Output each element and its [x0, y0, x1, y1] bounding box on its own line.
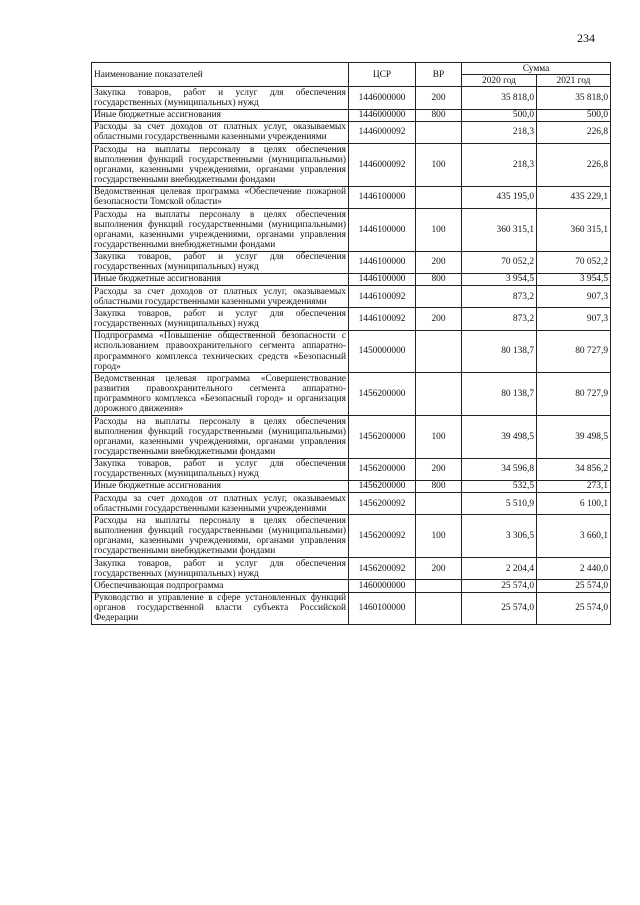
- row-name: Закупка товаров, работ и услуг для обеспечения государственных (муниципальных) нужд: [92, 87, 349, 109]
- row-sum-2020: 34 596,8: [462, 458, 537, 480]
- row-vr: [416, 592, 462, 624]
- row-csr: 1446100000: [349, 273, 416, 285]
- page-number: 234: [577, 31, 595, 45]
- row-sum-2020: 3 954,5: [462, 273, 537, 285]
- row-name: Подпрограмма «Повышение общественной безопасности с использованием правоохранительного сегмента аппаратно-программного комплекса технических средств «Безопасный город»: [92, 330, 349, 373]
- row-csr: 1446000000: [349, 87, 416, 109]
- row-sum-2021: 907,3: [537, 286, 611, 308]
- row-csr: 1460000000: [349, 580, 416, 592]
- row-sum-2020: 360 315,1: [462, 209, 537, 252]
- row-sum-2021: 226,8: [537, 144, 611, 187]
- header-csr: ЦСР: [349, 63, 416, 87]
- table-row: [92, 87, 611, 109]
- row-sum-2021: 25 574,0: [537, 592, 611, 624]
- row-csr: 1446000000: [349, 109, 416, 121]
- row-vr: [416, 493, 462, 515]
- row-sum-2020: 532,5: [462, 480, 537, 492]
- row-sum-2021: 34 856,2: [537, 458, 611, 480]
- table-row: [92, 121, 611, 143]
- row-vr: 800: [416, 480, 462, 492]
- row-name: Иные бюджетные ассигнования: [92, 480, 349, 492]
- table-row: [92, 458, 611, 480]
- row-csr: 1456200092: [349, 493, 416, 515]
- row-name: Расходы за счет доходов от платных услуг, оказываемых областными государственными казенными учреждениями: [92, 493, 349, 515]
- row-sum-2021: 35 818,0: [537, 87, 611, 109]
- table-row: [92, 286, 611, 308]
- row-name: Иные бюджетные ассигнования: [92, 109, 349, 121]
- row-sum-2020: 2 204,4: [462, 558, 537, 580]
- header-vr: ВР: [416, 63, 462, 87]
- table-row: [92, 515, 611, 558]
- row-vr: 100: [416, 209, 462, 252]
- row-vr: [416, 373, 462, 416]
- row-vr: 800: [416, 273, 462, 285]
- row-vr: 200: [416, 558, 462, 580]
- row-name: Расходы на выплаты персоналу в целях обеспечения выполнения функций государственными (муниципальными) органами, казенными учреждениями, органами управления государственными внебюджетными фондами: [92, 209, 349, 252]
- row-sum-2021: 39 498,5: [537, 416, 611, 459]
- row-sum-2020: 500,0: [462, 109, 537, 121]
- row-name: Расходы на выплаты персоналу в целях обеспечения выполнения функций государственными (муниципальными) органами, казенными учреждениями, органами управления государственными внебюджетными фондами: [92, 144, 349, 187]
- row-sum-2020: 5 510,9: [462, 493, 537, 515]
- budget-table: [91, 62, 611, 625]
- row-csr: 1456200000: [349, 458, 416, 480]
- row-sum-2020: 80 138,7: [462, 373, 537, 416]
- header-year-2020: 2020 год: [462, 75, 537, 87]
- row-sum-2020: 873,2: [462, 308, 537, 330]
- table-row: [92, 416, 611, 459]
- row-sum-2020: 70 052,2: [462, 251, 537, 273]
- row-vr: [416, 286, 462, 308]
- row-csr: 1460100000: [349, 592, 416, 624]
- table-row: [92, 186, 611, 208]
- row-csr: 1456200000: [349, 480, 416, 492]
- row-name: Ведомственная целевая программа «Совершенствование развития правоохранительного сегмента аппаратно-программного комплекса «Безопасный город» и организация дорожного движения»: [92, 373, 349, 416]
- row-vr: 200: [416, 87, 462, 109]
- table-row: [92, 558, 611, 580]
- row-sum-2021: 80 727,9: [537, 373, 611, 416]
- table-header: [92, 63, 611, 87]
- row-vr: 100: [416, 416, 462, 459]
- row-csr: 1450000000: [349, 330, 416, 373]
- row-csr: 1456200092: [349, 558, 416, 580]
- row-vr: [416, 580, 462, 592]
- row-sum-2021: 360 315,1: [537, 209, 611, 252]
- table-row: [92, 144, 611, 187]
- table-row: [92, 592, 611, 624]
- table-row: [92, 330, 611, 373]
- row-sum-2021: 435 229,1: [537, 186, 611, 208]
- row-sum-2020: 873,2: [462, 286, 537, 308]
- row-name: Расходы на выплаты персоналу в целях обеспечения выполнения функций государственными (муниципальными) органами, казенными учреждениями, органами управления государственными внебюджетными фондами: [92, 515, 349, 558]
- row-vr: 100: [416, 515, 462, 558]
- row-sum-2020: 435 195,0: [462, 186, 537, 208]
- table-body: [92, 87, 611, 625]
- row-vr: [416, 186, 462, 208]
- row-sum-2021: 3 954,5: [537, 273, 611, 285]
- table-row: [92, 580, 611, 592]
- header-sum: Сумма: [462, 63, 611, 75]
- row-name: Иные бюджетные ассигнования: [92, 273, 349, 285]
- header-year-2021: 2021 год: [537, 75, 611, 87]
- row-csr: 1446100092: [349, 308, 416, 330]
- row-sum-2020: 80 138,7: [462, 330, 537, 373]
- row-sum-2020: 35 818,0: [462, 87, 537, 109]
- row-sum-2021: 907,3: [537, 308, 611, 330]
- row-sum-2021: 3 660,1: [537, 515, 611, 558]
- row-name: Руководство и управление в сфере установленных функций органов государственной власти субъекта Российской Федерации: [92, 592, 349, 624]
- table-row: [92, 251, 611, 273]
- row-name: Закупка товаров, работ и услуг для обеспечения государственных (муниципальных) нужд: [92, 458, 349, 480]
- row-csr: 1446100000: [349, 209, 416, 252]
- table-row: [92, 209, 611, 252]
- row-vr: 200: [416, 458, 462, 480]
- row-sum-2020: 3 306,5: [462, 515, 537, 558]
- row-sum-2020: 218,3: [462, 121, 537, 143]
- row-sum-2021: 500,0: [537, 109, 611, 121]
- row-name: Закупка товаров, работ и услуг для обеспечения государственных (муниципальных) нужд: [92, 251, 349, 273]
- row-csr: 1446100000: [349, 251, 416, 273]
- row-csr: 1456200000: [349, 373, 416, 416]
- header-name: Наименование показателей: [92, 63, 349, 87]
- row-csr: 1446000092: [349, 121, 416, 143]
- row-vr: 800: [416, 109, 462, 121]
- row-vr: 200: [416, 308, 462, 330]
- row-csr: 1456200000: [349, 416, 416, 459]
- row-name: Расходы за счет доходов от платных услуг, оказываемых областными государственными казенными учреждениями: [92, 286, 349, 308]
- row-csr: 1446100000: [349, 186, 416, 208]
- table-row: [92, 480, 611, 492]
- table-row: [92, 373, 611, 416]
- row-sum-2021: 2 440,0: [537, 558, 611, 580]
- row-name: Расходы за счет доходов от платных услуг, оказываемых областными государственными казенными учреждениями: [92, 121, 349, 143]
- row-name: Расходы на выплаты персоналу в целях обеспечения выполнения функций государственными (муниципальными) органами, казенными учреждениями, органами управления государственными внебюджетными фондами: [92, 416, 349, 459]
- row-sum-2021: 25 574,0: [537, 580, 611, 592]
- row-sum-2020: 25 574,0: [462, 592, 537, 624]
- row-csr: 1446100092: [349, 286, 416, 308]
- row-csr: 1446000092: [349, 144, 416, 187]
- row-name: Ведомственная целевая программа «Обеспечение пожарной безопасности Томской области»: [92, 186, 349, 208]
- row-sum-2021: 226,8: [537, 121, 611, 143]
- row-name: Закупка товаров, работ и услуг для обеспечения государственных (муниципальных) нужд: [92, 308, 349, 330]
- row-sum-2021: 80 727,9: [537, 330, 611, 373]
- row-sum-2020: 39 498,5: [462, 416, 537, 459]
- row-sum-2021: 6 100,1: [537, 493, 611, 515]
- row-sum-2021: 273,1: [537, 480, 611, 492]
- row-vr: [416, 330, 462, 373]
- row-vr: 200: [416, 251, 462, 273]
- table-row: [92, 308, 611, 330]
- row-sum-2021: 70 052,2: [537, 251, 611, 273]
- row-sum-2020: 218,3: [462, 144, 537, 187]
- row-vr: 100: [416, 144, 462, 187]
- table-row: [92, 109, 611, 121]
- row-vr: [416, 121, 462, 143]
- row-name: Закупка товаров, работ и услуг для обеспечения государственных (муниципальных) нужд: [92, 558, 349, 580]
- row-sum-2020: 25 574,0: [462, 580, 537, 592]
- table-row: [92, 493, 611, 515]
- table-row: [92, 273, 611, 285]
- row-name: Обеспечивающая подпрограмма: [92, 580, 349, 592]
- row-csr: 1456200092: [349, 515, 416, 558]
